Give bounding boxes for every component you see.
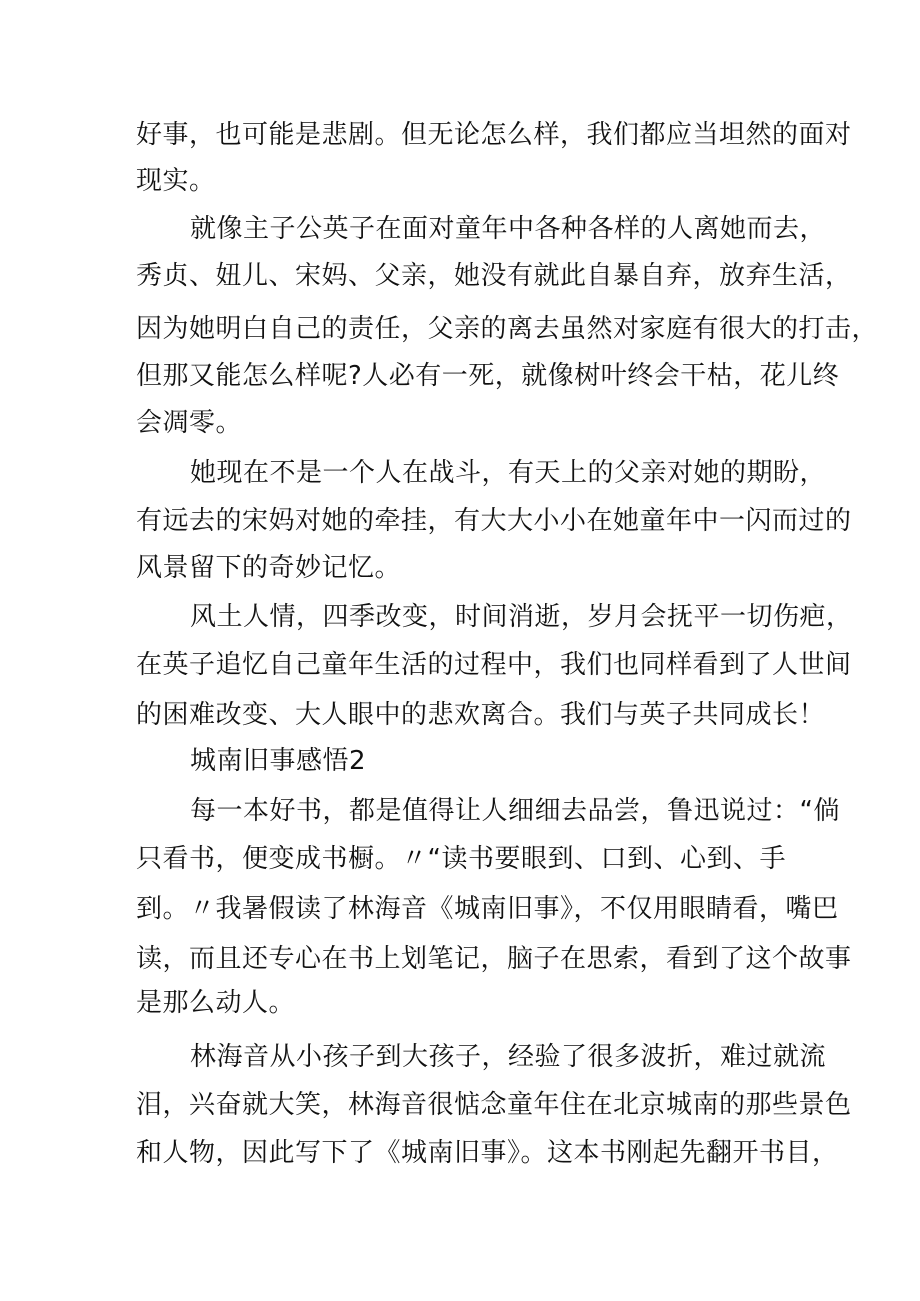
text-line: 风景留下的奇妙记忆。 (136, 553, 402, 583)
section-heading: 城南旧事感悟2 (190, 746, 367, 776)
text-line: 读，而且还专心在书上划笔记，脑子在思索，看到了这个故事 (136, 944, 852, 974)
paragraph-first-line: 风土人情，四季改变，时间消逝，岁月会抚平一切伤疤， (190, 602, 853, 632)
text-line: 泪，兴奋就大笑，林海音很惦念童年住在北京城南的那些景色 (136, 1090, 852, 1120)
paragraph-first-line: 就像主子公英子在面对童年中各种各样的人离她而去， (190, 214, 827, 244)
text-line: 会凋零。 (136, 408, 243, 438)
text-line: 到。〃我暑假读了林海音《城南旧事》，不仅用眼睛看，嘴巴 (136, 894, 839, 924)
text-line: 是那么动人。 (136, 988, 296, 1018)
text-line: 只看书，便变成书橱。〃“读书要眼到、口到、心到、手 (136, 844, 786, 874)
text-line: 在英子追忆自己童年生活的过程中，我们也同样看到了人世间 (136, 650, 852, 680)
paragraph-first-line: 每一本好书，都是值得让人细细去品尝，鲁迅说过：“倘 (190, 796, 840, 826)
text-line: 秀贞、妞儿、宋妈、父亲，她没有就此自暴自弃，放弃生活， (136, 261, 852, 291)
text-line: 的困难改变、大人眼中的悲欢离合。我们与英子共同成长！ (136, 700, 826, 730)
paragraph-first-line: 她现在不是一个人在战斗，有天上的父亲对她的期盼， (190, 458, 827, 488)
text-line: 有远去的宋妈对她的牵挂，有大大小小在她童年中一闪而过的 (136, 506, 852, 536)
paragraph-first-line: 林海音从小孩子到大孩子，经验了很多波折，难过就流 (190, 1042, 827, 1072)
text-line: 好事，也可能是悲剧。但无论怎么样，我们都应当坦然的面对 (136, 120, 852, 150)
text-line: 和人物，因此写下了《城南旧事》。这本书刚起先翻开书目， (136, 1138, 839, 1168)
text-line: 现实。 (136, 166, 216, 196)
text-line: 因为她明白自己的责任，父亲的离去虽然对家庭有很大的打击， (136, 314, 879, 344)
text-line: 但那又能怎么样呢?人必有一死，就像树叶终会干枯，花儿终 (136, 361, 840, 391)
